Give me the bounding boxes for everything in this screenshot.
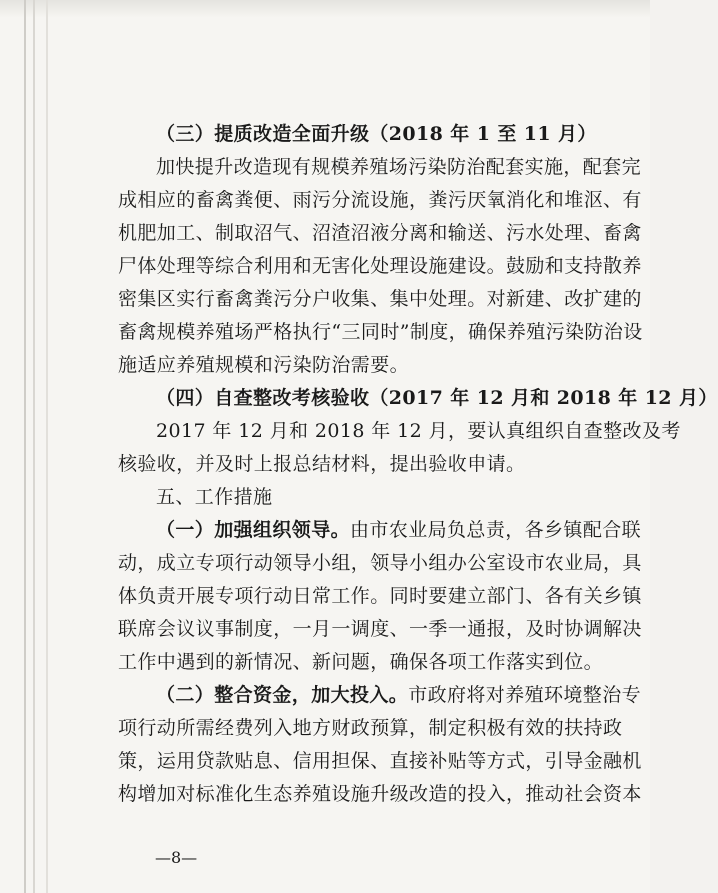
paragraph-line: 成相应的畜禽粪便、雨污分流设施，粪污厌氧消化和堆沤、有 — [118, 189, 642, 211]
measure-lead: （一）加强组织领导。 — [156, 519, 351, 541]
paragraph-line: 加快提升改造现有规模养殖场污染防治配套实施，配套完 — [156, 156, 642, 178]
section-heading: （三）提质改造全面升级（2018 年 1 至 11 月） — [156, 123, 597, 145]
document-body — [118, 118, 718, 811]
paragraph-line: 密集区实行畜禽粪污分户收集、集中处理。对新建、改扩建的 — [118, 288, 642, 310]
paragraph-line: 联席会议议事制度，一月一调度、一季一通报，及时协调解决 — [118, 618, 642, 640]
measure-first-line — [118, 514, 642, 547]
paragraph-line: 体负责开展专项行动日常工作。同时要建立部门、各有关乡镇 — [118, 585, 642, 607]
measure-first-text: 由市农业局负总责，各乡镇配合联 — [350, 519, 642, 541]
measure-lead: （二）整合资金，加大投入。 — [156, 684, 409, 706]
paragraph-line: 工作中遇到的新情况、新问题，确保各项工作落实到位。 — [118, 651, 604, 673]
paragraph-line: 尸体处理等综合利用和无害化处理设施建设。鼓励和支持散养 — [118, 255, 642, 277]
paragraph-line: 项行动所需经费列入地方财政预算，制定积极有效的扶持政 — [118, 717, 623, 739]
section-heading: （四）自查整改考核验收（2017 年 12 月和 2018 年 12 月） — [156, 387, 718, 409]
paragraph-line: 核验收，并及时上报总结材料，提出验收申请。 — [118, 453, 526, 475]
measure-first-text: 市政府将对养殖环境整治专 — [408, 684, 642, 706]
paragraph-line: 2017 年 12 月和 2018 年 12 月，要认真组织自查整改及考 — [156, 420, 681, 442]
page-edge-shadow — [33, 0, 35, 893]
paragraph-line: 动，成立专项行动领导小组，领导小组办公室设市农业局，具 — [118, 552, 642, 574]
page-edge-shadow — [24, 0, 26, 893]
paragraph-line: 策，运用贷款贴息、信用担保、直接补贴等方式，引导金融机 — [118, 750, 642, 772]
paragraph-line: 构增加对标准化生态养殖设施升级改造的投入，推动社会资本 — [118, 783, 642, 805]
chapter-heading: 五、工作措施 — [156, 486, 273, 508]
paragraph-line: 畜禽规模养殖场严格执行“三同时”制度，确保养殖污染防治设 — [118, 321, 643, 343]
measure-first-line — [118, 679, 642, 712]
page-number: —8— — [155, 848, 198, 867]
paragraph-line: 施适应养殖规模和污染防治需要。 — [118, 354, 410, 376]
scan-top-shadow — [0, 0, 650, 18]
paragraph-line: 机肥加工、制取沼气、沼渣沼液分离和输送、污水处理、畜禽 — [118, 222, 642, 244]
page-edge-shadow — [46, 0, 48, 893]
